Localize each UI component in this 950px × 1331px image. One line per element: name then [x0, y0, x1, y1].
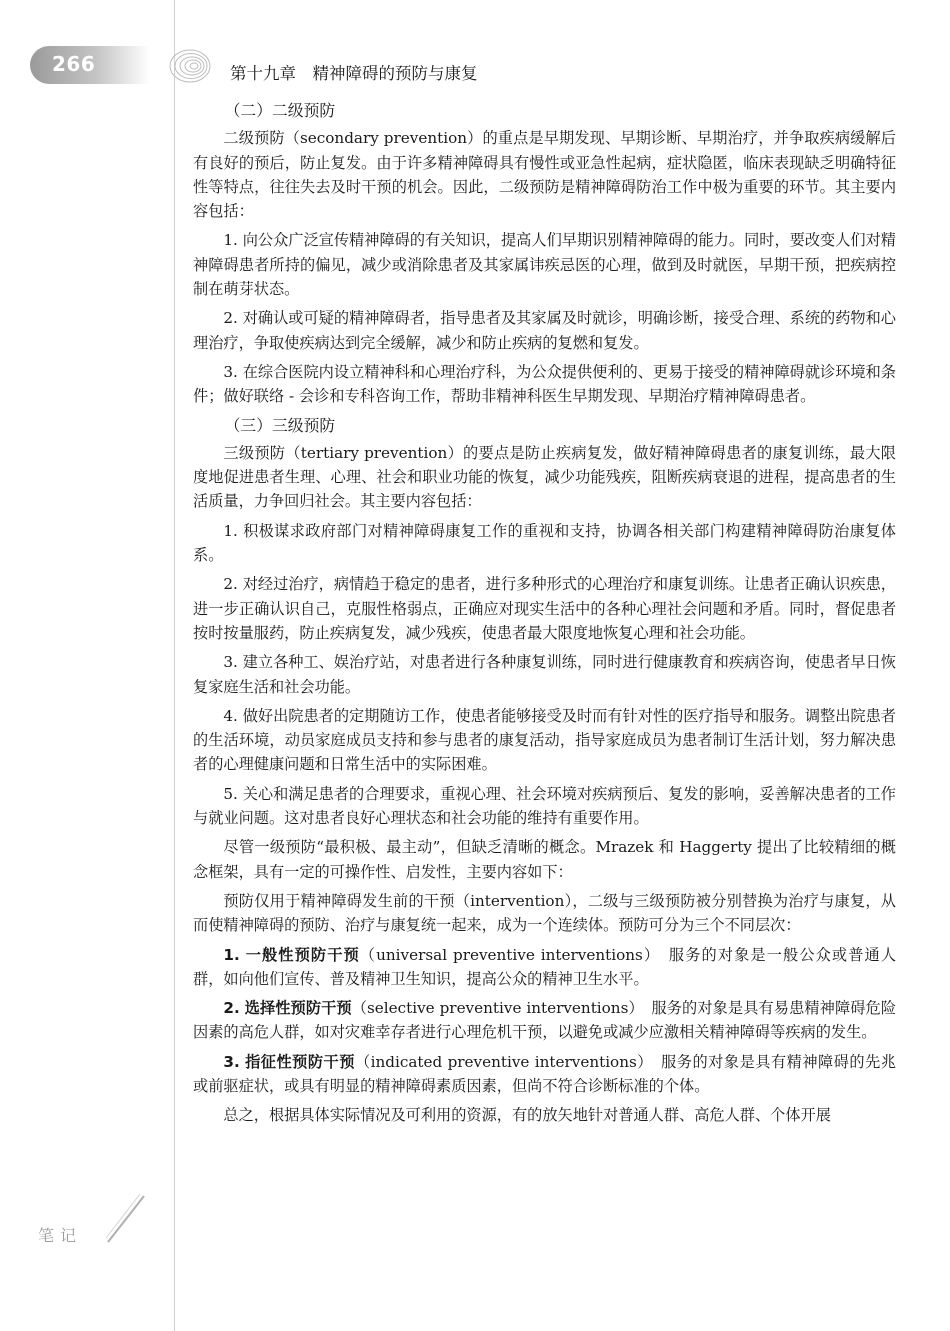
list-item: 2. 对经过治疗，病情趋于稳定的患者，进行多种形式的心理治疗和康复训练。让患者正确认识疾患，进一步正确认识自己，克服性格弱点，正确应对现实生活中的各种心理社会问题和矛盾。同时，督促患者按时按量服药，防止疾病复发，减少残疾，使患者最大限度地恢复心理和社会功能。: [193, 575, 896, 642]
level-term: 选择性预防干预: [244, 999, 352, 1018]
paragraph-tertiary-intro: 三级预防（tertiary prevention）的要点是防止疾病复发，做好精神障碍患者的康复训练，最大限度地促进患者生理、心理、社会和职业功能的恢复，减少功能残疾，阻断疾病衰退的进程，提高患者的生活质量，力争回归社会。其主要内容包括：: [193, 443, 896, 511]
margin-divider: [174, 0, 175, 1331]
swirl-ornament-icon: [168, 36, 218, 90]
level-item-indicated: [193, 1050, 896, 1099]
paragraph-levels-intro: 预防仅用于精神障碍发生前的干预（intervention），二级与三级预防被分别替换为治疗与康复，从而使精神障碍的预防、治疗与康复统一起来，成为一个连续体。预防可分为三个不同层次：: [193, 891, 896, 935]
page-number: 266: [52, 52, 96, 76]
main-text: [193, 99, 896, 1133]
list-item: 1. 积极谋求政府部门对精神障碍康复工作的重视和支持，协调各相关部门构建精神障碍防治康复体系。: [193, 521, 896, 565]
list-item: 2. 对确认或可疑的精神障碍者，指导患者及其家属及时就诊，明确诊断，接受合理、系统的药物和心理治疗，争取使疾病达到完全缓解，减少和防止疾病的复燃和复发。: [193, 309, 896, 352]
pen-icon: [100, 1190, 150, 1250]
level-english: （selective preventive interventions）: [351, 999, 637, 1018]
chapter-title: 第十九章 精神障碍的预防与康复: [230, 64, 478, 83]
paragraph-secondary-intro: 二级预防（secondary prevention）的重点是早期发现、早期诊断、早期治疗，并争取疾病缓解后有良好的预后，防止复发。由于许多精神障碍具有慢性或亚急性起病，症状隐匿，临床表现缺乏明确特征性等特点，往往失去及时干预的机会。因此，二级预防是精神障碍防治工作中极为重要的环节。其主要内容包括：: [193, 129, 896, 221]
level-item-universal: [193, 943, 896, 992]
level-number: 2.: [223, 999, 240, 1018]
notes-label: 笔记: [38, 1226, 83, 1245]
level-number: 1.: [223, 945, 240, 964]
list-item: 4. 做好出院患者的定期随访工作，使患者能够接受及时而有针对性的医疗指导和服务。调整出院患者的生活环境，动员家庭成员支持和参与患者的康复活动，指导家庭成员为患者制订生活计划，努力解决患者的心理健康问题和日常生活中的实际困难。: [193, 706, 896, 774]
list-item: 3. 建立各种工、娱治疗站，对患者进行各种康复训练，同时进行健康教育和疾病咨询，使患者早日恢复家庭生活和社会功能。: [193, 653, 896, 696]
heading-secondary-prevention: （二）二级预防: [224, 101, 336, 120]
level-item-selective: [193, 996, 896, 1045]
paragraph-framework: 尽管一级预防“最积极、最主动”，但缺乏清晰的概念。Mrazek 和 Haggerty 提出了比较精细的概念框架，具有一定的可操作性、启发性，主要内容如下：: [193, 838, 896, 881]
level-description: 服务的对象是具有易患精神障碍危险因素的高危人群，如对灾难幸存者进行心理危机干预，以避免或减少应激相关精神障碍等疾病的发生。: [193, 999, 897, 1042]
list-item: 3. 在综合医院内设立精神科和心理治疗科，为公众提供便利的、更易于接受的精神障碍就诊环境和条件；做好联络 - 会诊和专科咨询工作，帮助非精神科医生早期发现、早期治疗精神障碍患者。: [193, 362, 896, 406]
paragraph-summary: 总之，根据具体实际情况及可利用的资源，有的放矢地针对普通人群、高危人群、个体开展: [223, 1106, 831, 1125]
level-term: 指征性预防干预: [245, 1052, 355, 1071]
level-english: （universal preventive interventions）: [359, 945, 653, 964]
level-number: 3.: [223, 1052, 240, 1071]
list-item: 1. 向公众广泛宣传精神障碍的有关知识，提高人们早期识别精神障碍的能力。同时，要改变人们对精神障碍患者所持的偏见，减少或消除患者及其家属讳疾忌医的心理，做到及时就医，早期干预，把疾病控制在萌芽状态。: [193, 231, 896, 299]
level-description: 服务的对象是具有精神障碍的先兆或前驱症状，或具有明显的精神障碍素质因素，但尚不符合诊断标准的个体。: [193, 1052, 897, 1095]
heading-tertiary-prevention: （三）三级预防: [224, 415, 336, 435]
list-item: 5. 关心和满足患者的合理要求，重视心理、社会环境对疾病预后、复发的影响，妥善解决患者的工作与就业问题。这对患者良好心理状态和社会功能的维持有重要作用。: [193, 784, 896, 828]
level-english: （indicated preventive interventions）: [354, 1052, 646, 1071]
level-description: 服务的对象是一般公众或普通人群，如向他们宣传、普及精神卫生知识，提高公众的精神卫生水平。: [193, 945, 897, 988]
level-term: 一般性预防干预: [245, 945, 360, 964]
